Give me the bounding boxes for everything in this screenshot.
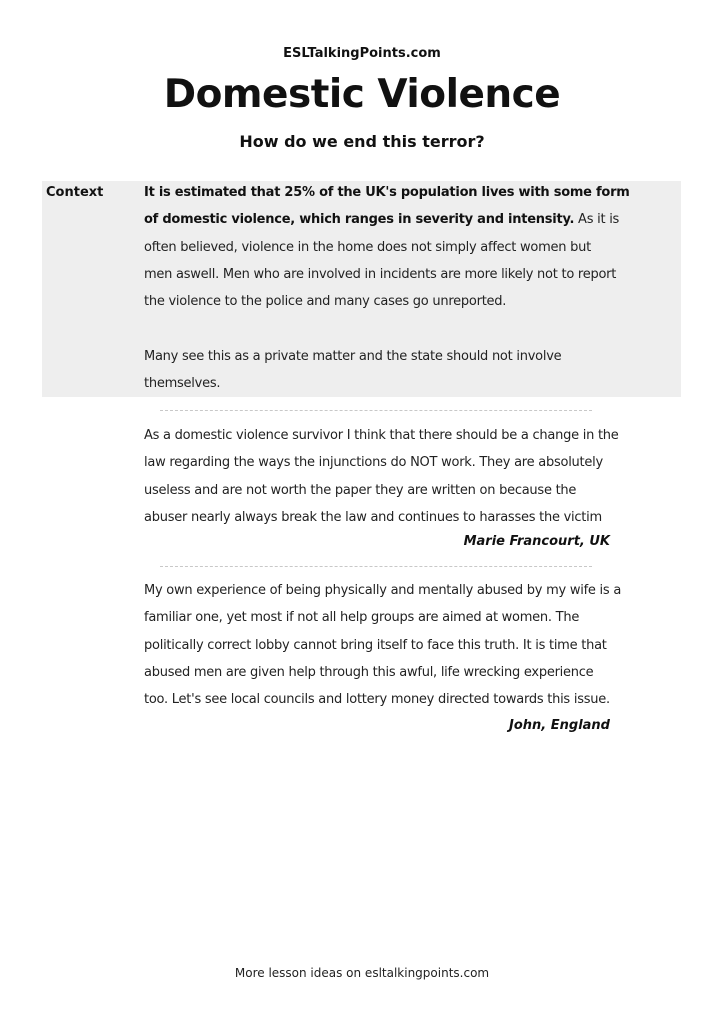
testimonial-line: abused men are given help through this awful, life wrecking experience (144, 664, 594, 680)
testimonial-line: As a domestic violence survivor I think that there should be a change in the (144, 428, 619, 443)
context-line: of domestic violence, which ranges in severity and intensity. (144, 212, 575, 228)
divider (160, 566, 592, 567)
context-line: often believed, violence in the home does not simply affect women but (144, 239, 591, 255)
context-line: themselves. (144, 376, 221, 392)
testimonial-line: My own experience of being physically and mentally abused by my wife is a (144, 583, 622, 598)
testimonial-line: too. Let's see local councils and lottery money directed towards this issue. (144, 692, 610, 708)
testimonial-author: John, England (509, 718, 610, 733)
context-line: men aswell. Men who are involved in incidents are more likely not to report (144, 266, 617, 282)
testimonial-line: useless and are not worth the paper they are written on because the (144, 482, 577, 498)
testimonial-line: familiar one, yet most if not all help groups are aimed at women. The (144, 610, 580, 626)
testimonial (144, 422, 619, 531)
divider (160, 410, 592, 411)
testimonial-line: law regarding the ways the injunctions do NOT work. They are absolutely (144, 455, 603, 471)
footer-text: More lesson ideas on esltalkingpoints.com (234, 966, 490, 980)
page-title: Domestic Violence (163, 72, 561, 117)
context-line: the violence to the police and many cases go unreported. (144, 294, 507, 310)
context-text (144, 179, 630, 397)
site-name: ESLTalkingPoints.com (283, 46, 441, 61)
context-line: It is estimated that 25% of the UK's population lives with some form (144, 185, 630, 200)
context-line: Many see this as a private matter and the state should not involve (144, 348, 562, 364)
context-line: As it is (574, 212, 620, 228)
context-label: Context (46, 185, 104, 200)
testimonial (144, 577, 622, 713)
page-subtitle: How do we end this terror? (239, 132, 485, 151)
testimonial-line: abuser nearly always break the law and continues to harasses the victim (144, 509, 602, 525)
testimonial-author: Marie Francourt, UK (463, 534, 610, 549)
testimonial-line: politically correct lobby cannot bring itself to face this truth. It is time that (144, 637, 607, 653)
